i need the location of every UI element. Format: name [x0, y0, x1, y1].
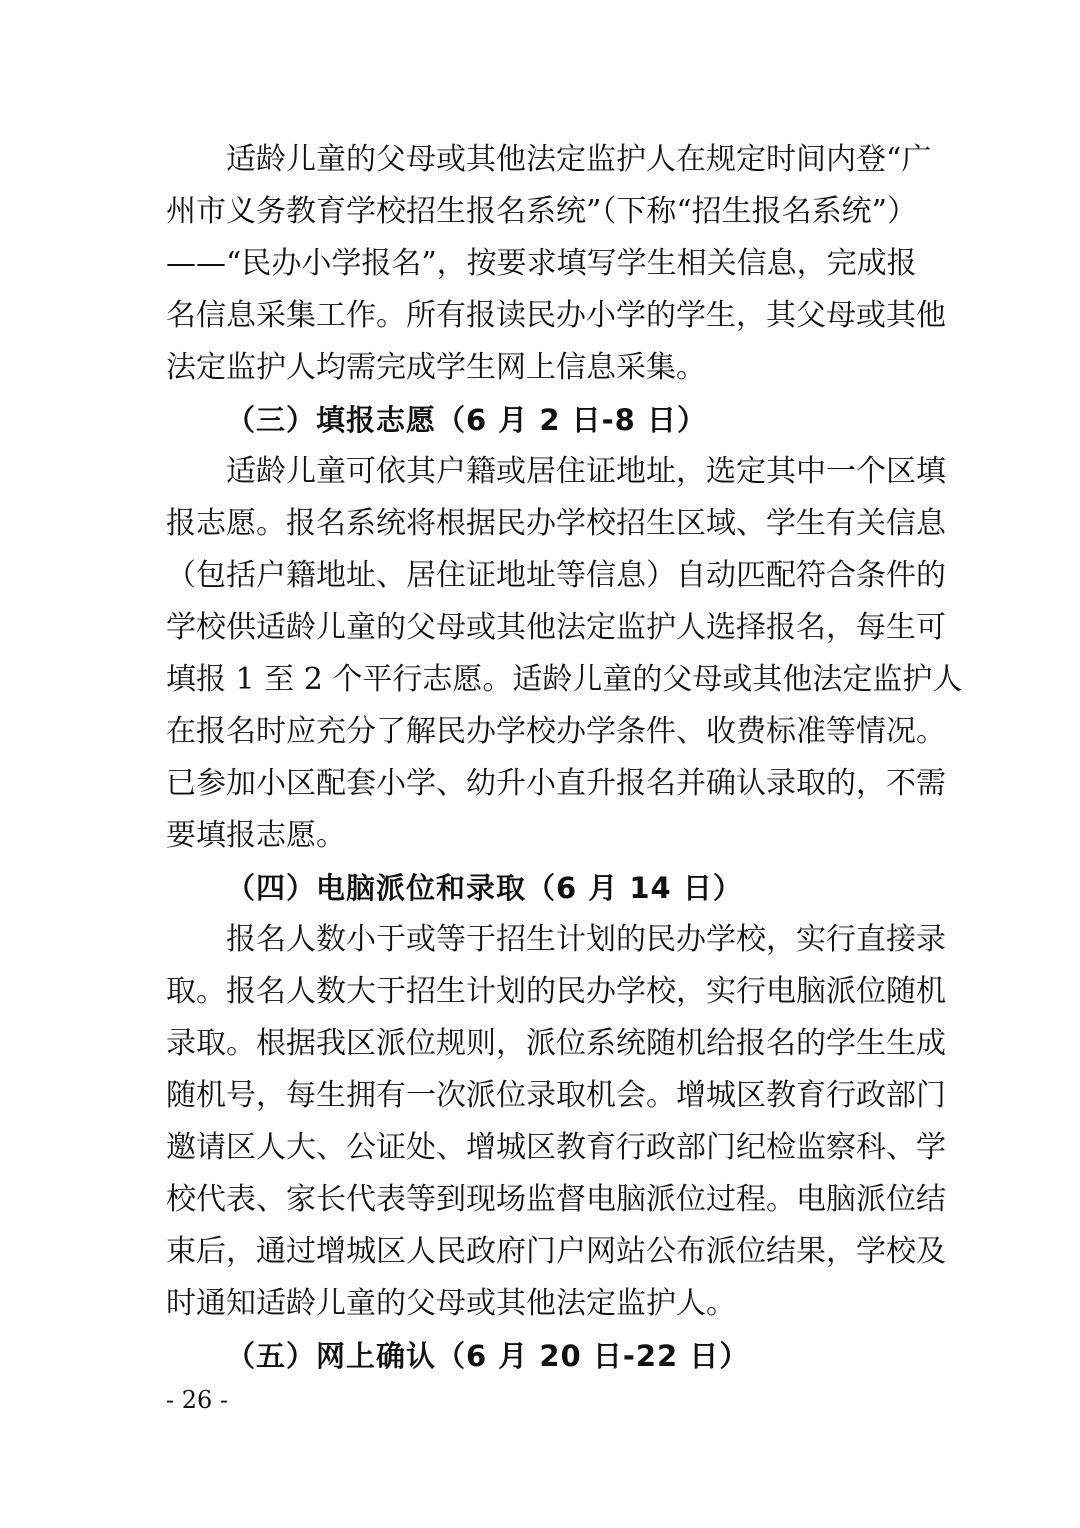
- paragraph-line: 录取。根据我区派位规则，派位系统随机给报名的学生生成: [166, 1026, 946, 1061]
- paragraph-line: 名信息采集工作。所有报读民办小学的学生，其父母或其他: [166, 298, 946, 333]
- paragraph-line: ——“民办小学报名”，按要求填写学生相关信息，完成报: [166, 246, 917, 281]
- section-heading-5: （五）网上确认（6 月 20 日-22 日）: [226, 1339, 750, 1373]
- paragraph-line: 在报名时应充分了解民办学校办学条件、收费标准等情况。: [166, 714, 946, 749]
- paragraph-line: 束后，通过增城区人民政府门户网站公布派位结果，学校及: [166, 1234, 946, 1269]
- paragraph-line: 邀请区人大、公证处、增城区教育行政部门纪检监察科、学: [166, 1130, 946, 1165]
- section-heading-3: （三）填报志愿（6 月 2 日-8 日）: [226, 403, 707, 437]
- paragraph-line: 学校供适龄儿童的父母或其他法定监护人选择报名，每生可: [166, 610, 946, 645]
- paragraph-line: 要填报志愿。: [166, 818, 346, 853]
- paragraph-line: 报名人数小于或等于招生计划的民办学校，实行直接录: [226, 922, 946, 957]
- paragraph-line: 报志愿。报名系统将根据民办学校招生区域、学生有关信息: [166, 506, 946, 541]
- paragraph-line: 适龄儿童的父母或其他法定监护人在规定时间内登“广: [226, 142, 932, 177]
- paragraph-line: 州市义务教育学校招生报名系统”（下称“招生报名系统”）: [166, 194, 918, 229]
- page-number: - 26 -: [166, 1386, 229, 1414]
- paragraph-line: 随机号，每生拥有一次派位录取机会。增城区教育行政部门: [166, 1078, 946, 1113]
- paragraph-line: 适龄儿童可依其户籍或居住证地址，选定其中一个区填: [226, 454, 946, 489]
- paragraph-line: 取。报名人数大于招生计划的民办学校，实行电脑派位随机: [166, 974, 946, 1009]
- paragraph-line: （包括户籍地址、居住证地址等信息）自动匹配符合条件的: [166, 558, 946, 593]
- paragraph-line: 时通知适龄儿童的父母或其他法定监护人。: [166, 1286, 736, 1321]
- section-heading-4: （四）电脑派位和录取（6 月 14 日）: [226, 871, 743, 905]
- paragraph-line: 校代表、家长代表等到现场监督电脑派位过程。电脑派位结: [166, 1182, 946, 1217]
- paragraph-line: 填报 1 至 2 个平行志愿。适龄儿童的父母或其他法定监护人: [166, 662, 963, 697]
- paragraph-line: 已参加小区配套小学、幼升小直升报名并确认录取的，不需: [166, 766, 946, 801]
- paragraph-line: 法定监护人均需完成学生网上信息采集。: [166, 350, 706, 385]
